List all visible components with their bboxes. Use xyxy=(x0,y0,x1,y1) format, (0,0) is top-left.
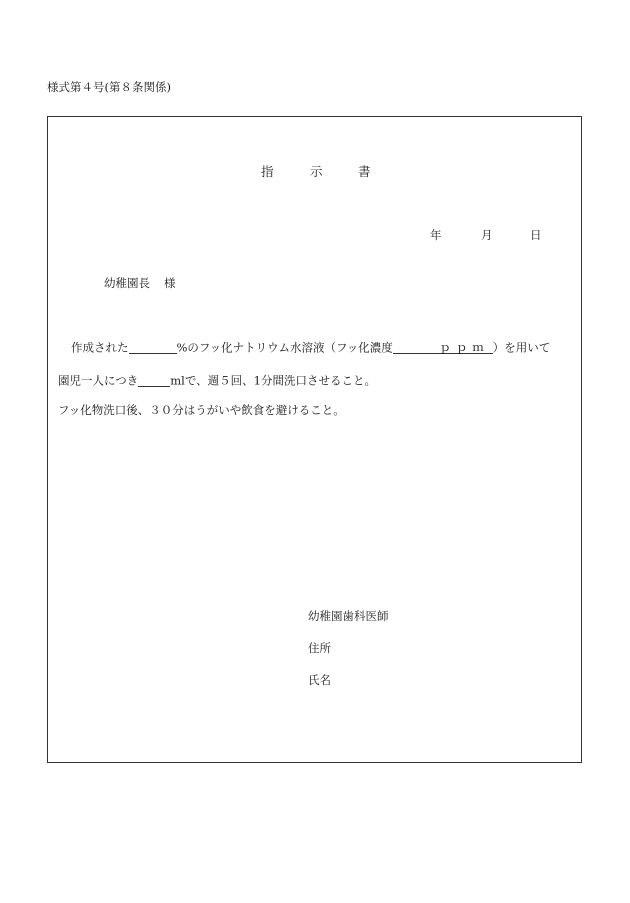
fluoride-ppm-blank[interactable] xyxy=(393,342,493,354)
instruction-line-1-middle: %のフッ化ナトリウム水溶液（フッ化濃度 xyxy=(176,340,393,355)
form-frame xyxy=(47,116,582,763)
addressee-honorific: 様 xyxy=(164,276,176,290)
form-number: 様式第４号(第８条関係) xyxy=(47,80,171,94)
signature-name-label: 氏名 xyxy=(308,673,331,687)
volume-ml-blank[interactable] xyxy=(138,374,170,387)
instruction-line-1 xyxy=(71,341,550,354)
signature-address-label: 住所 xyxy=(308,641,331,655)
instruction-line-1-prefix: 作成された xyxy=(71,340,129,355)
document-title-char-2: 示 xyxy=(310,164,323,179)
concentration-percent-blank[interactable] xyxy=(129,341,177,354)
document-title-char-1: 指 xyxy=(261,164,274,179)
instruction-line-1-suffix: ）を用いて xyxy=(492,340,551,355)
date-month-label: 月 xyxy=(481,228,493,242)
addressee-name: 幼稚園長 xyxy=(104,276,150,290)
instruction-line-2 xyxy=(58,374,376,387)
instruction-line-2-prefix: 園児一人につき xyxy=(58,373,139,388)
ppm-unit-label: ｐｐｍ xyxy=(439,340,489,354)
instruction-line-2-suffix: mlで、週５回、1分間洗口させること。 xyxy=(170,373,376,388)
date-year-label: 年 xyxy=(430,228,442,242)
date-day-label: 日 xyxy=(530,228,542,242)
document-title-char-3: 書 xyxy=(358,164,371,179)
instruction-line-3: フッ化物洗口後、３０分はうがいや飲食を避けること。 xyxy=(58,403,345,417)
signature-dentist-title: 幼稚園歯科医師 xyxy=(308,609,389,623)
